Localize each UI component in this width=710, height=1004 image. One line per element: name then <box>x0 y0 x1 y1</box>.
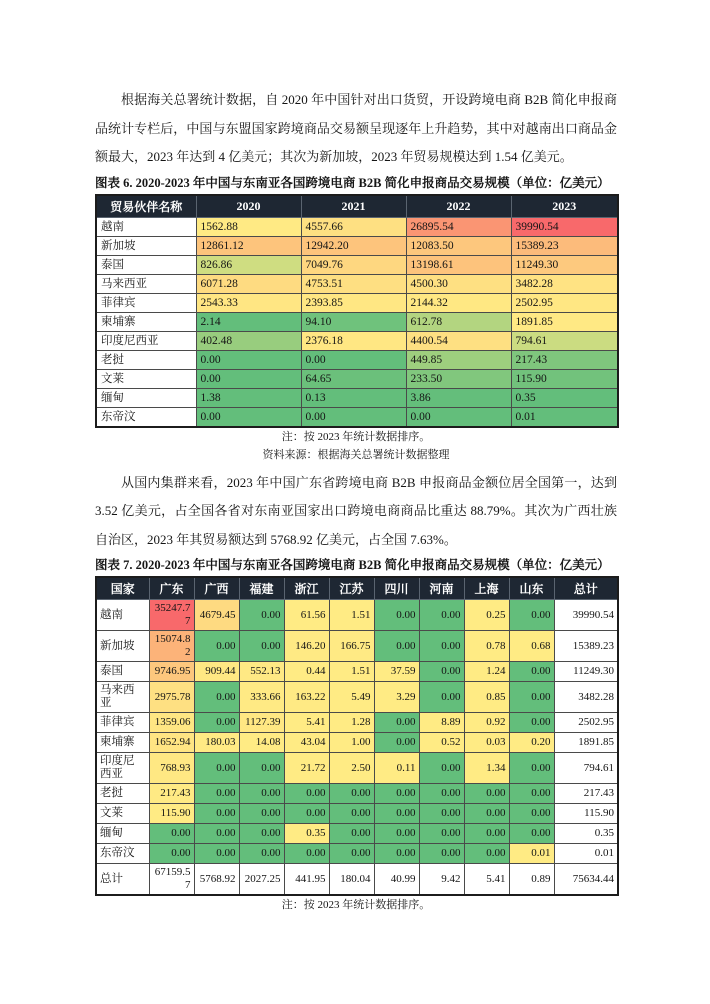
country-cell: 柬埔寨 <box>96 733 149 753</box>
value-cell: 0.00 <box>419 784 464 804</box>
table-row <box>96 312 618 331</box>
value-cell: 4679.45 <box>194 600 239 631</box>
value-cell: 0.00 <box>239 753 284 784</box>
country-cell: 文莱 <box>96 804 149 824</box>
value-cell: 163.22 <box>284 682 329 713</box>
column-header: 2021 <box>301 195 406 218</box>
value-cell: 11249.30 <box>511 255 618 274</box>
value-cell: 2502.95 <box>511 293 618 312</box>
value-cell: 0.00 <box>419 682 464 713</box>
column-header: 国家 <box>96 577 149 600</box>
value-cell: 0.25 <box>464 600 509 631</box>
value-cell: 12942.20 <box>301 236 406 255</box>
column-header: 总计 <box>554 577 618 600</box>
country-cell: 印度尼西亚 <box>96 331 196 350</box>
value-cell: 0.00 <box>419 662 464 682</box>
value-cell: 0.00 <box>239 784 284 804</box>
country-cell: 马来西亚 <box>96 682 149 713</box>
value-cell: 0.44 <box>284 662 329 682</box>
row-total-cell: 115.90 <box>554 804 618 824</box>
country-cell: 缅甸 <box>96 388 196 407</box>
value-cell: 0.11 <box>374 753 419 784</box>
column-total-cell: 5768.92 <box>194 864 239 896</box>
column-header: 四川 <box>374 577 419 600</box>
table-row <box>96 388 618 407</box>
table-row <box>96 682 618 713</box>
value-cell: 0.00 <box>509 662 554 682</box>
paragraph-customs-stats: 根据海关总署统计数据，自 2020 年中国针对出口货贸，开设跨境电商 B2B 简化申报商品统计专栏后，中国与东盟国家跨境商品交易额呈现逐年上升趋势，其中对越南出口商品金额最大，2023 年达到 4 亿美元；其次为新加坡，2023 年贸易规模达到 1.54 亿美元。 <box>95 92 617 164</box>
value-cell: 2376.18 <box>301 331 406 350</box>
value-cell: 0.00 <box>406 407 511 427</box>
country-cell: 新加坡 <box>96 631 149 662</box>
row-total-cell: 39990.54 <box>554 600 618 631</box>
value-cell: 0.00 <box>464 784 509 804</box>
column-header: 广西 <box>194 577 239 600</box>
value-cell: 0.00 <box>419 804 464 824</box>
row-total-cell: 217.43 <box>554 784 618 804</box>
value-cell: 43.04 <box>284 733 329 753</box>
value-cell: 0.00 <box>329 804 374 824</box>
value-cell: 0.00 <box>419 631 464 662</box>
country-cell: 缅甸 <box>96 824 149 844</box>
value-cell: 0.00 <box>194 804 239 824</box>
value-cell: 0.00 <box>239 824 284 844</box>
value-cell: 909.44 <box>194 662 239 682</box>
value-cell: 0.00 <box>509 824 554 844</box>
table-row <box>96 753 618 784</box>
value-cell: 1.38 <box>196 388 301 407</box>
value-cell: 15389.23 <box>511 236 618 255</box>
table6-header-row <box>96 195 618 218</box>
value-cell: 0.00 <box>374 824 419 844</box>
country-cell: 东帝汶 <box>96 844 149 864</box>
value-cell: 37.59 <box>374 662 419 682</box>
value-cell: 0.00 <box>464 844 509 864</box>
value-cell: 0.00 <box>284 804 329 824</box>
value-cell: 1.28 <box>329 713 374 733</box>
value-cell: 115.90 <box>511 369 618 388</box>
value-cell: 217.43 <box>149 784 194 804</box>
table7-body <box>96 600 618 896</box>
value-cell: 2144.32 <box>406 293 511 312</box>
value-cell: 6071.28 <box>196 274 301 293</box>
country-cell: 泰国 <box>96 255 196 274</box>
table-row <box>96 733 618 753</box>
row-total-cell: 1891.85 <box>554 733 618 753</box>
value-cell: 64.65 <box>301 369 406 388</box>
value-cell: 0.00 <box>509 784 554 804</box>
table-row <box>96 784 618 804</box>
column-header: 福建 <box>239 577 284 600</box>
row-total-cell: 11249.30 <box>554 662 618 682</box>
country-cell: 越南 <box>96 217 196 236</box>
value-cell: 0.00 <box>194 682 239 713</box>
value-cell: 449.85 <box>406 350 511 369</box>
value-cell: 1652.94 <box>149 733 194 753</box>
column-total-cell: 40.99 <box>374 864 419 896</box>
table-row <box>96 236 618 255</box>
country-cell: 新加坡 <box>96 236 196 255</box>
row-total-cell: 0.35 <box>554 824 618 844</box>
value-cell: 0.00 <box>464 804 509 824</box>
value-cell: 0.00 <box>194 784 239 804</box>
value-cell: 1.51 <box>329 600 374 631</box>
table6-note-sort: 注：按 2023 年统计数据排序。 <box>281 430 431 443</box>
country-cell: 印度尼西亚 <box>96 753 149 784</box>
value-cell: 2393.85 <box>301 293 406 312</box>
table-row <box>96 274 618 293</box>
value-cell: 1562.88 <box>196 217 301 236</box>
value-cell: 12861.12 <box>196 236 301 255</box>
value-cell: 0.00 <box>509 682 554 713</box>
value-cell: 2.14 <box>196 312 301 331</box>
value-cell: 9746.95 <box>149 662 194 682</box>
value-cell: 26895.54 <box>406 217 511 236</box>
value-cell: 0.00 <box>329 844 374 864</box>
value-cell: 0.00 <box>509 713 554 733</box>
value-cell: 13198.61 <box>406 255 511 274</box>
value-cell: 0.00 <box>419 844 464 864</box>
table-row <box>96 662 618 682</box>
column-total-cell: 5.41 <box>464 864 509 896</box>
table-row <box>96 217 618 236</box>
table-row <box>96 631 618 662</box>
table7-country-province-table <box>95 576 619 896</box>
value-cell: 0.00 <box>284 784 329 804</box>
value-cell: 0.00 <box>374 844 419 864</box>
value-cell: 0.00 <box>374 733 419 753</box>
value-cell: 0.00 <box>509 804 554 824</box>
value-cell: 0.00 <box>239 600 284 631</box>
column-header: 2023 <box>511 195 618 218</box>
value-cell: 0.00 <box>196 350 301 369</box>
value-cell: 0.00 <box>419 600 464 631</box>
column-header: 江苏 <box>329 577 374 600</box>
value-cell: 0.00 <box>194 844 239 864</box>
table7-header-row <box>96 577 618 600</box>
country-cell: 柬埔寨 <box>96 312 196 331</box>
value-cell: 1.34 <box>464 753 509 784</box>
column-total-cell: 2027.25 <box>239 864 284 896</box>
row-total-cell: 15389.23 <box>554 631 618 662</box>
country-cell: 文莱 <box>96 369 196 388</box>
figure7-caption: 图表 7. 2020-2023 年中国与东南亚各国跨境电商 B2B 简化申报商品交易规模（单位：亿美元） <box>95 558 610 572</box>
table-row <box>96 350 618 369</box>
value-cell: 7049.76 <box>301 255 406 274</box>
value-cell: 0.35 <box>511 388 618 407</box>
value-cell: 4500.30 <box>406 274 511 293</box>
figure6-caption: 图表 6. 2020-2023 年中国与东南亚各国跨境电商 B2B 简化申报商品交易规模（单位：亿美元） <box>95 175 610 190</box>
value-cell: 4557.66 <box>301 217 406 236</box>
table-row <box>96 293 618 312</box>
value-cell: 0.00 <box>374 600 419 631</box>
row-total-cell: 3482.28 <box>554 682 618 713</box>
value-cell: 0.35 <box>284 824 329 844</box>
value-cell: 0.00 <box>374 804 419 824</box>
value-cell: 4400.54 <box>406 331 511 350</box>
value-cell: 0.00 <box>239 631 284 662</box>
country-cell: 越南 <box>96 600 149 631</box>
row-total-cell: 0.01 <box>554 844 618 864</box>
table6-header <box>96 195 618 218</box>
value-cell: 8.89 <box>419 713 464 733</box>
value-cell: 2975.78 <box>149 682 194 713</box>
value-cell: 1.51 <box>329 662 374 682</box>
value-cell: 0.00 <box>149 844 194 864</box>
value-cell: 94.10 <box>301 312 406 331</box>
value-cell: 21.72 <box>284 753 329 784</box>
value-cell: 0.00 <box>509 753 554 784</box>
value-cell: 1.24 <box>464 662 509 682</box>
value-cell: 12083.50 <box>406 236 511 255</box>
value-cell: 612.78 <box>406 312 511 331</box>
value-cell: 0.00 <box>194 824 239 844</box>
value-cell: 0.00 <box>149 824 194 844</box>
column-header: 河南 <box>419 577 464 600</box>
value-cell: 0.00 <box>374 713 419 733</box>
value-cell: 0.78 <box>464 631 509 662</box>
value-cell: 0.00 <box>196 369 301 388</box>
value-cell: 0.00 <box>329 784 374 804</box>
column-header: 广东 <box>149 577 194 600</box>
value-cell: 0.00 <box>374 784 419 804</box>
column-total-cell: 67159.57 <box>149 864 194 896</box>
value-cell: 115.90 <box>149 804 194 824</box>
value-cell: 0.00 <box>419 753 464 784</box>
value-cell: 0.00 <box>239 844 284 864</box>
country-cell: 泰国 <box>96 662 149 682</box>
value-cell: 35247.77 <box>149 600 194 631</box>
value-cell: 0.01 <box>509 844 554 864</box>
value-cell: 233.50 <box>406 369 511 388</box>
value-cell: 14.08 <box>239 733 284 753</box>
value-cell: 0.00 <box>301 407 406 427</box>
table6-note-source: 资料来源：根据海关总署统计数据整理 <box>262 449 450 461</box>
value-cell: 217.43 <box>511 350 618 369</box>
table-row <box>96 407 618 427</box>
row-total-cell: 2502.95 <box>554 713 618 733</box>
value-cell: 0.00 <box>194 631 239 662</box>
value-cell: 402.48 <box>196 331 301 350</box>
table-row <box>96 844 618 864</box>
column-total-cell: 180.04 <box>329 864 374 896</box>
column-header: 山东 <box>509 577 554 600</box>
value-cell: 0.68 <box>509 631 554 662</box>
total-row <box>96 864 618 896</box>
value-cell: 0.00 <box>194 713 239 733</box>
value-cell: 1359.06 <box>149 713 194 733</box>
value-cell: 794.61 <box>511 331 618 350</box>
value-cell: 5.49 <box>329 682 374 713</box>
table7-header <box>96 577 618 600</box>
value-cell: 2.50 <box>329 753 374 784</box>
value-cell: 0.00 <box>374 631 419 662</box>
table-row <box>96 804 618 824</box>
column-total-cell: 9.42 <box>419 864 464 896</box>
value-cell: 0.00 <box>194 753 239 784</box>
country-cell: 东帝汶 <box>96 407 196 427</box>
table-row <box>96 713 618 733</box>
row-total-cell: 794.61 <box>554 753 618 784</box>
value-cell: 180.03 <box>194 733 239 753</box>
column-header: 上海 <box>464 577 509 600</box>
value-cell: 0.00 <box>239 804 284 824</box>
column-header: 2022 <box>406 195 511 218</box>
value-cell: 0.00 <box>419 824 464 844</box>
value-cell: 15074.82 <box>149 631 194 662</box>
column-total-cell: 0.89 <box>509 864 554 896</box>
table6-country-year-table <box>95 194 619 428</box>
value-cell: 4753.51 <box>301 274 406 293</box>
country-cell: 菲律宾 <box>96 293 196 312</box>
table-row <box>96 600 618 631</box>
value-cell: 1891.85 <box>511 312 618 331</box>
value-cell: 0.13 <box>301 388 406 407</box>
value-cell: 0.20 <box>509 733 554 753</box>
value-cell: 768.93 <box>149 753 194 784</box>
country-cell: 菲律宾 <box>96 713 149 733</box>
country-cell: 老挝 <box>96 350 196 369</box>
value-cell: 0.00 <box>329 824 374 844</box>
table6-body <box>96 217 618 427</box>
value-cell: 0.00 <box>464 824 509 844</box>
value-cell: 166.75 <box>329 631 374 662</box>
value-cell: 552.13 <box>239 662 284 682</box>
value-cell: 5.41 <box>284 713 329 733</box>
country-cell: 老挝 <box>96 784 149 804</box>
value-cell: 3482.28 <box>511 274 618 293</box>
grand-total-cell: 75634.44 <box>554 864 618 896</box>
table-row <box>96 369 618 388</box>
value-cell: 0.92 <box>464 713 509 733</box>
value-cell: 3.29 <box>374 682 419 713</box>
table-row <box>96 824 618 844</box>
value-cell: 0.03 <box>464 733 509 753</box>
value-cell: 0.85 <box>464 682 509 713</box>
value-cell: 39990.54 <box>511 217 618 236</box>
column-header: 2020 <box>196 195 301 218</box>
value-cell: 333.66 <box>239 682 284 713</box>
value-cell: 0.00 <box>509 600 554 631</box>
column-header: 贸易伙伴名称 <box>96 195 196 218</box>
value-cell: 0.52 <box>419 733 464 753</box>
value-cell: 1127.39 <box>239 713 284 733</box>
value-cell: 1.00 <box>329 733 374 753</box>
value-cell: 0.01 <box>511 407 618 427</box>
table-row <box>96 331 618 350</box>
column-total-cell: 441.95 <box>284 864 329 896</box>
value-cell: 61.56 <box>284 600 329 631</box>
value-cell: 3.86 <box>406 388 511 407</box>
country-cell: 马来西亚 <box>96 274 196 293</box>
table-row <box>96 255 618 274</box>
value-cell: 0.00 <box>301 350 406 369</box>
value-cell: 0.00 <box>196 407 301 427</box>
value-cell: 0.00 <box>284 844 329 864</box>
column-header: 浙江 <box>284 577 329 600</box>
table7-note-sort: 注：按 2023 年统计数据排序。 <box>281 899 431 911</box>
total-row-label: 总计 <box>96 864 149 896</box>
value-cell: 2543.33 <box>196 293 301 312</box>
value-cell: 826.86 <box>196 255 301 274</box>
paragraph-domestic-cluster: 从国内集群来看，2023 年中国广东省跨境电商 B2B 申报商品金额位居全国第一，达到 3.52 亿美元，占全国各省对东南亚国家出口跨境电商商品比重达 88.79%。其次为广西壮族自治区，2023 年其贸易额达到 5768.92 亿美元，占全国 7.63%。 <box>95 474 617 547</box>
value-cell: 146.20 <box>284 631 329 662</box>
